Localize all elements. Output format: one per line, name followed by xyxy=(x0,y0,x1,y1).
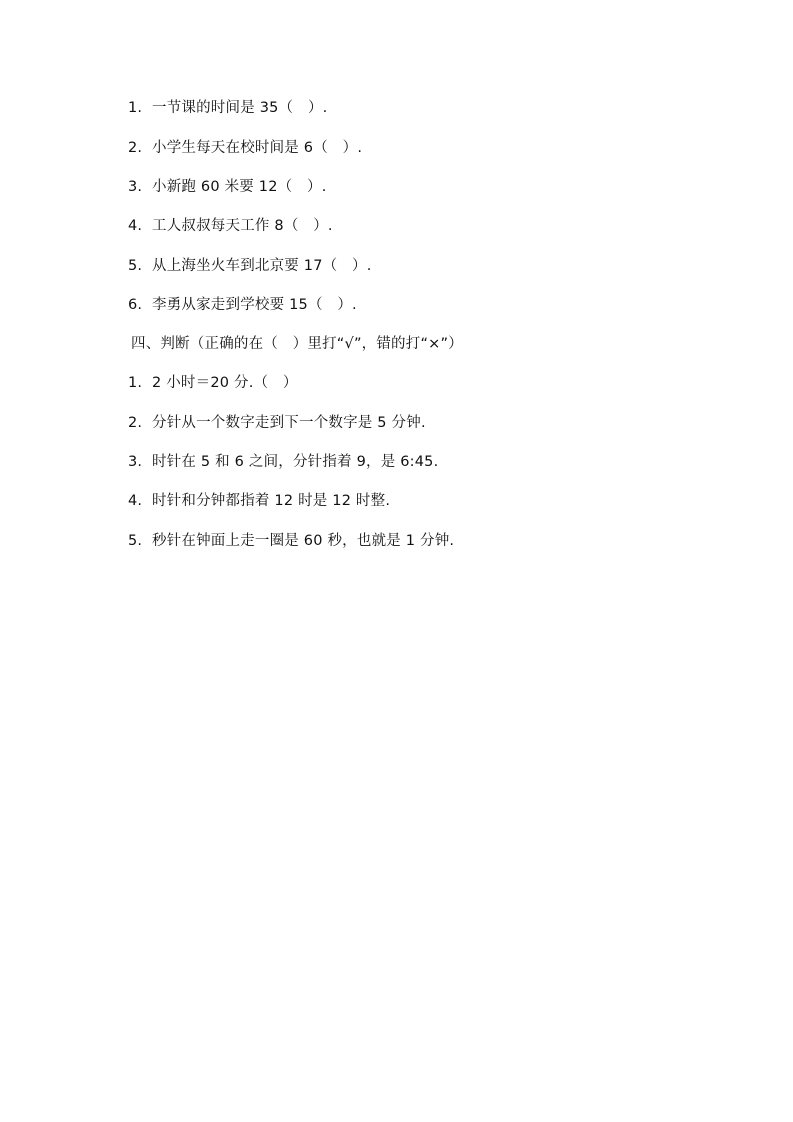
item-text: 从上海坐火车到北京要 17（ ）. xyxy=(152,258,372,274)
item-text: 秒针在钟面上走一圈是 60 秒，也就是 1 分钟. xyxy=(152,533,455,549)
item-text: 李勇从家走到学校要 15（ ）. xyxy=(152,297,357,313)
item-number: 6. xyxy=(128,297,143,313)
judge-item-3 xyxy=(128,452,438,472)
item-text: 2 小时＝20 分.（ ） xyxy=(152,375,298,391)
item-number: 3. xyxy=(128,179,143,195)
judge-item-5 xyxy=(128,531,454,551)
item-number: 3. xyxy=(128,454,143,470)
item-number: 5. xyxy=(128,533,143,549)
item-number: 2. xyxy=(128,140,143,156)
fill-item-1 xyxy=(128,98,327,118)
item-number: 1. xyxy=(128,375,143,391)
item-number: 5. xyxy=(128,258,143,274)
item-text: 小新跑 60 米要 12（ ）. xyxy=(152,179,327,195)
section-heading-judgment: 四、判断（正确的在（ ）里打“√”，错的打“×”） xyxy=(131,336,463,352)
fill-item-2 xyxy=(128,138,362,158)
item-text: 一节课的时间是 35（ ）. xyxy=(152,100,328,116)
fill-item-4 xyxy=(128,216,333,236)
judge-item-4 xyxy=(128,491,390,511)
judge-item-1 xyxy=(128,373,298,393)
item-text: 时针在 5 和 6 之间，分针指着 9，是 6:45. xyxy=(152,454,439,470)
item-number: 2. xyxy=(128,415,143,431)
judge-item-2 xyxy=(128,413,426,433)
fill-item-5 xyxy=(128,256,372,276)
fill-item-6 xyxy=(128,295,357,315)
item-number: 4. xyxy=(128,493,143,509)
item-text: 小学生每天在校时间是 6（ ）. xyxy=(152,140,363,156)
item-number: 1. xyxy=(128,100,143,116)
item-number: 4. xyxy=(128,218,143,234)
fill-item-3 xyxy=(128,177,327,197)
item-text: 分针从一个数字走到下一个数字是 5 分钟. xyxy=(152,415,426,431)
item-text: 工人叔叔每天工作 8（ ）. xyxy=(152,218,333,234)
item-text: 时针和分钟都指着 12 时是 12 时整. xyxy=(152,493,391,509)
